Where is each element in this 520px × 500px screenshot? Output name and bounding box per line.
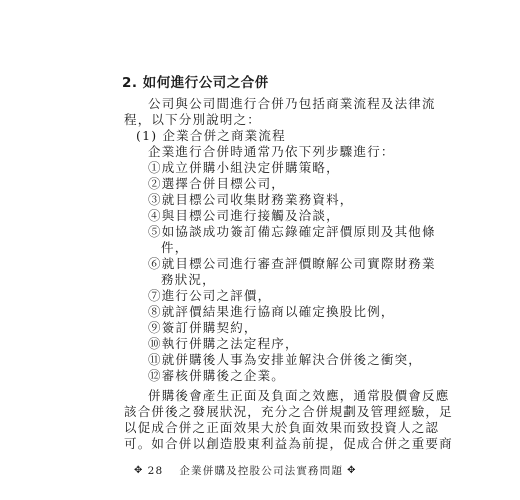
step-2: ②選擇合併目標公司，	[148, 176, 286, 191]
closing-line-1: 併購後會產生正面及負面之效應，通常股價會反應	[148, 388, 450, 403]
step-3: ③就目標公司收集財務業務資料，	[148, 192, 354, 207]
intro-line-1: 公司與公司間進行合併乃包括商業流程及法律流	[148, 96, 436, 111]
step-11: ⑪就併購後人事為安排並解決合併後之衝突，	[148, 352, 423, 367]
step-8: ⑧就評價結果進行協商以確定換股比例，	[148, 304, 395, 319]
step-7: ⑦進行公司之評價，	[148, 288, 272, 303]
ornament-right-icon: ✥	[347, 465, 357, 476]
ornament-left-icon: ✥	[134, 465, 144, 476]
section-heading: 2. 如何進行公司之合併	[122, 75, 269, 91]
page-number: 28	[147, 464, 164, 477]
step-5: ⑤如協談成功簽訂備忘錄確定評價原則及其他條	[148, 224, 436, 239]
page-footer	[134, 463, 357, 478]
running-title: 企業併購及控股公司法實務問題	[179, 465, 344, 477]
step-5-continuation: 件，	[161, 240, 189, 255]
closing-line-4: 可。如合併以創造股東利益為前提，促成合併之重要商	[124, 436, 453, 451]
step-6: ⑥就目標公司進行審查評價瞭解公司實際財務業	[148, 256, 436, 271]
step-12: ⑫審核併購後之企業。	[148, 368, 286, 383]
step-6-continuation: 務狀況，	[161, 272, 216, 287]
steps-intro: 企業進行合併時通常乃依下列步驟進行：	[148, 144, 395, 159]
step-4: ④與目標公司進行接觸及洽談，	[148, 208, 340, 223]
step-1: ①成立併購小組決定併購策略，	[148, 160, 340, 175]
closing-line-3: 以促成合併之正面效果大於負面效果而致投資人之認	[124, 420, 440, 435]
closing-line-2: 該合併後之發展狀況，充分之合併規劃及管理經驗，足	[124, 404, 453, 419]
intro-line-2: 程，以下分別說明之：	[124, 112, 262, 127]
step-9: ⑨簽訂併購契約，	[148, 320, 258, 335]
subsection-title: (1) 企業合併之商業流程	[136, 128, 286, 143]
step-10: ⑩執行併購之法定程序，	[148, 336, 299, 351]
